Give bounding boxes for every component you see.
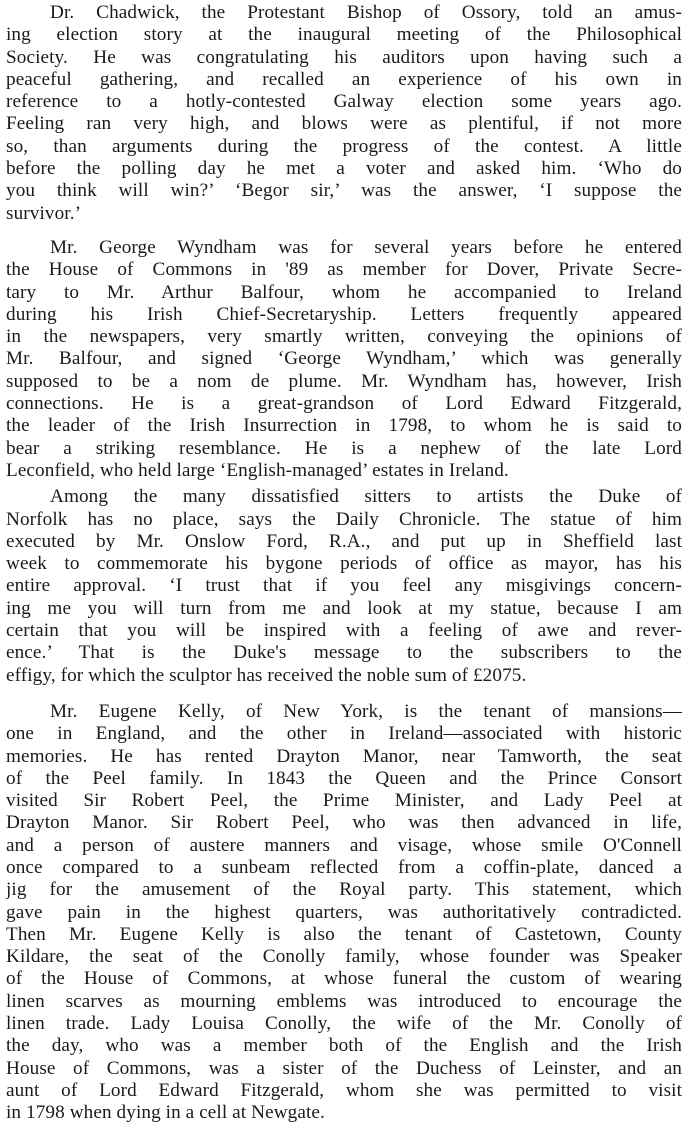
text-line: you think will win?’ ‘Begor sir,’ was the answer, ‘I suppose the: [6, 180, 682, 202]
text-line: the day, who was a member both of the English and the Irish: [6, 1035, 682, 1057]
text-line: executed by Mr. Onslow Ford, R.A., and put up in Sheffield last: [6, 530, 682, 552]
text-line: during his Irish Chief-Secretaryship. Letters frequently appeared: [6, 303, 682, 325]
text-line: in the newspapers, very smartly written, conveying the opinions of: [6, 326, 682, 348]
text-line: Among the many dissatisfied sitters to artists the Duke of: [50, 486, 682, 508]
text-line: Mr. Eugene Kelly, of New York, is the tenant of mansions—: [50, 700, 682, 722]
paragraph-wyndham: [6, 237, 682, 482]
text-line: the leader of the Irish Insurrection in 1798, to whom he is said to: [6, 415, 682, 437]
text-line: in 1798 when dying in a cell at Newgate.: [6, 1102, 325, 1124]
text-line: connections. He is a great-grandson of Lord Edward Fitzgerald,: [6, 393, 682, 415]
text-line: once compared to a sunbeam reflected from a coffin-plate, danced a: [6, 856, 682, 878]
text-line: ence.’ That is the Duke's message to the subscribers to the: [6, 642, 682, 664]
text-line: effigy, for which the sculptor has received the noble sum of £2075.: [6, 664, 527, 686]
text-line: the House of Commons in '89 as member for Dover, Private Secre-: [6, 259, 682, 281]
text-line: ing election story at the inaugural meeting of the Philosophical: [6, 24, 682, 46]
text-line: House of Commons, was a sister of the Duchess of Leinster, and an: [6, 1057, 682, 1079]
text-line: bear a striking resemblance. He is a nephew of the late Lord: [6, 437, 682, 459]
text-line: so, than arguments during the progress of the contest. A little: [6, 135, 682, 157]
text-line: supposed to be a nom de plume. Mr. Wyndham has, however, Irish: [6, 370, 682, 392]
text-line: certain that you will be inspired with a feeling of awe and rever-: [6, 620, 682, 642]
text-line: peaceful gathering, and recalled an experience of his own in: [6, 68, 682, 90]
text-line: linen scarves as mourning emblems was introduced to encourage the: [6, 990, 682, 1012]
text-line: Mr. George Wyndham was for several years before he entered: [50, 236, 682, 258]
text-line: Mr. Balfour, and signed ‘George Wyndham,’ which was generally: [6, 348, 682, 370]
text-line: survivor.’: [6, 202, 82, 224]
text-line: jig for the amusement of the Royal party. This statement, which: [6, 879, 682, 901]
text-line: linen trade. Lady Louisa Conolly, the wife of the Mr. Conolly of: [6, 1013, 682, 1035]
text-line: Norfolk has no place, says the Daily Chronicle. The statue of him: [6, 508, 682, 530]
text-line: Dr. Chadwick, the Protestant Bishop of Ossory, told an amus-: [50, 2, 682, 23]
text-line: gave pain in the highest quarters, was authoritatively contradicted.: [6, 901, 682, 923]
text-line: one in England, and the other in Ireland—associated with historic: [6, 723, 682, 745]
text-line: of the House of Commons, at whose funeral the custom of wearing: [6, 968, 682, 990]
text-line: Feeling ran very high, and blows were as plentiful, if not more: [6, 113, 682, 135]
text-line: week to commemorate his bygone periods of office as mayor, has his: [6, 553, 682, 575]
text-line: reference to a hotly-contested Galway election some years ago.: [6, 91, 682, 113]
text-line: memories. He has rented Drayton Manor, near Tamworth, the seat: [6, 745, 682, 767]
text-line: aunt of Lord Edward Fitzgerald, whom she was permitted to visit: [6, 1079, 682, 1101]
text-line: Drayton Manor. Sir Robert Peel, who was then advanced in life,: [6, 812, 682, 834]
text-line: of the Peel family. In 1843 the Queen and the Prince Consort: [6, 767, 682, 789]
text-line: Then Mr. Eugene Kelly is also the tenant of Castetown, County: [6, 923, 682, 945]
text-line: visited Sir Robert Peel, the Prime Minister, and Lady Peel at: [6, 790, 682, 812]
text-line: tary to Mr. Arthur Balfour, whom he accompanied to Ireland: [6, 281, 682, 303]
paragraph-chadwick: [6, 2, 682, 225]
text-line: Society. He was congratulating his auditors upon having such a: [6, 46, 682, 68]
text-line: ing me you will turn from me and look at my statue, because I am: [6, 597, 682, 619]
text-line: Leconfield, who held large ‘English-managed’ estates in Ireland.: [6, 459, 509, 481]
text-line: and a person of austere manners and visage, whose smile O'Connell: [6, 834, 682, 856]
paragraph-kelly: [6, 701, 682, 1125]
text-line: Kildare, the seat of the Conolly family, whose founder was Speaker: [6, 946, 682, 968]
paragraph-norfolk: [6, 486, 682, 687]
text-line: entire approval. ‘I trust that if you feel any misgivings concern-: [6, 575, 682, 597]
text-line: before the polling day he met a voter and asked him. ‘Who do: [6, 158, 682, 180]
